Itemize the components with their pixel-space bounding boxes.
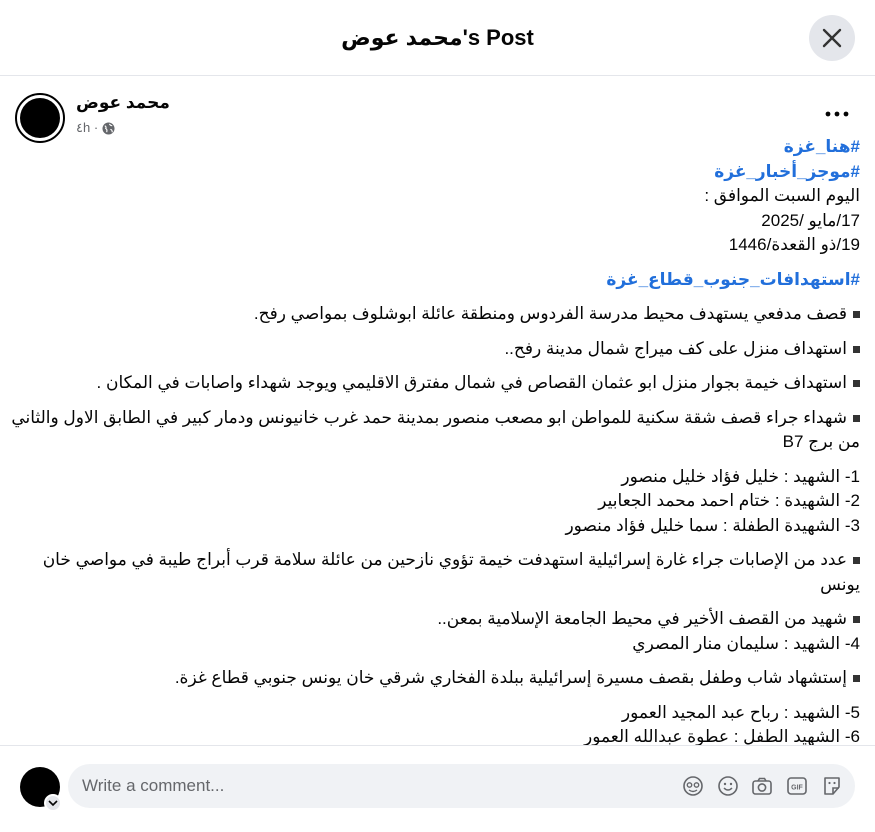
svg-text:GIF: GIF xyxy=(791,784,803,792)
bullet-icon xyxy=(853,616,860,623)
post-text xyxy=(10,135,860,745)
news-item: قصف مدفعي يستهدف محيط مدرسة الفردوس ومنطقة عائلة ابوشلوف بمواصي رفح. xyxy=(10,302,860,327)
more-icon xyxy=(825,111,849,117)
bullet-icon xyxy=(853,675,860,682)
news-item: استهداف خيمة بجوار منزل ابو عثمان القصاص في شمال مفترق الاقليمي ويوجد شهداء واصابات في المكان . xyxy=(10,371,860,396)
globe-icon xyxy=(102,122,115,135)
martyr-list xyxy=(10,701,860,746)
post-time[interactable]: ٤h · xyxy=(76,120,99,135)
comment-composer xyxy=(0,745,875,832)
bullet-icon xyxy=(853,557,860,564)
martyr-list xyxy=(10,465,860,539)
post-scroll-area[interactable] xyxy=(0,77,875,745)
bullet-icon xyxy=(853,311,860,318)
news-item: استهداف منزل على كف ميراج شمال مدينة رفح.. xyxy=(10,337,860,362)
dialog-title: محمد عوض's Post xyxy=(341,25,534,50)
hashtag-link[interactable]: #هنا_غزة xyxy=(783,137,860,156)
hashtag-link[interactable]: #استهدافات_جنوب_قطاع_غزة xyxy=(606,269,860,289)
sticker-icon[interactable] xyxy=(821,775,843,797)
bullet-icon xyxy=(853,346,860,353)
hashtag-link[interactable]: #موجز_أخبار_غزة xyxy=(714,161,860,181)
close-icon xyxy=(821,27,843,49)
comment-placeholder: Write a comment... xyxy=(82,776,225,795)
date-line: اليوم السبت الموافق : xyxy=(704,186,860,205)
author-name[interactable]: محمد عوض xyxy=(76,93,170,112)
avatar-sticker-icon[interactable] xyxy=(682,775,704,797)
news-item: شهيد من القصف الأخير في محيط الجامعة الإسلامية بمعن.. xyxy=(10,607,860,632)
bullet-icon xyxy=(853,380,860,387)
martyr-line: 6- الشهيد الطفل : عطوة عبدالله العمور xyxy=(583,727,860,745)
more-options-button[interactable] xyxy=(820,101,856,129)
date-line: 19/ذو القعدة/1446 xyxy=(728,235,860,254)
camera-icon[interactable] xyxy=(751,775,773,797)
martyr-line: 2- الشهيدة : ختام احمد محمد الجعابير xyxy=(598,491,860,510)
dialog-header xyxy=(0,0,875,76)
news-item: شهداء جراء قصف شقة سكنية للمواطن ابو مصعب منصور بمدينة حمد غرب خانيونس ودمار كبير في الطابق الاول والثاني من برج B7 xyxy=(11,407,860,451)
date-line: 17/مايو /2025 xyxy=(761,210,860,230)
martyr-line: 1- الشهيد : خليل فؤاد خليل منصور xyxy=(621,466,860,486)
post-meta xyxy=(76,120,115,136)
martyr-line: 3- الشهيدة الطفلة : سما خليل فؤاد منصور xyxy=(565,515,860,535)
chevron-down-icon xyxy=(48,799,58,807)
emoji-icon[interactable] xyxy=(717,775,739,797)
close-button[interactable] xyxy=(809,15,855,61)
martyr-line: 4- الشهيد : سليمان منار المصري xyxy=(632,633,860,653)
bullet-icon xyxy=(853,415,860,422)
news-item: إستشهاد شاب وطفل بقصف مسيرة إسرائيلية ببلدة الفخاري شرقي خان يونس جنوبي قطاع غزة. xyxy=(10,666,860,691)
profile-switch-button[interactable] xyxy=(44,794,62,812)
gif-icon[interactable] xyxy=(786,775,808,797)
news-item: عدد من الإصابات جراء غارة إسرائيلية استهدفت خيمة تؤوي نازحين من عائلة سلامة قرب أبراج طيبة في مواصي خان يونس xyxy=(42,550,860,594)
martyr-line: 5- الشهيد : رباح عبد المجيد العمور xyxy=(621,702,860,722)
